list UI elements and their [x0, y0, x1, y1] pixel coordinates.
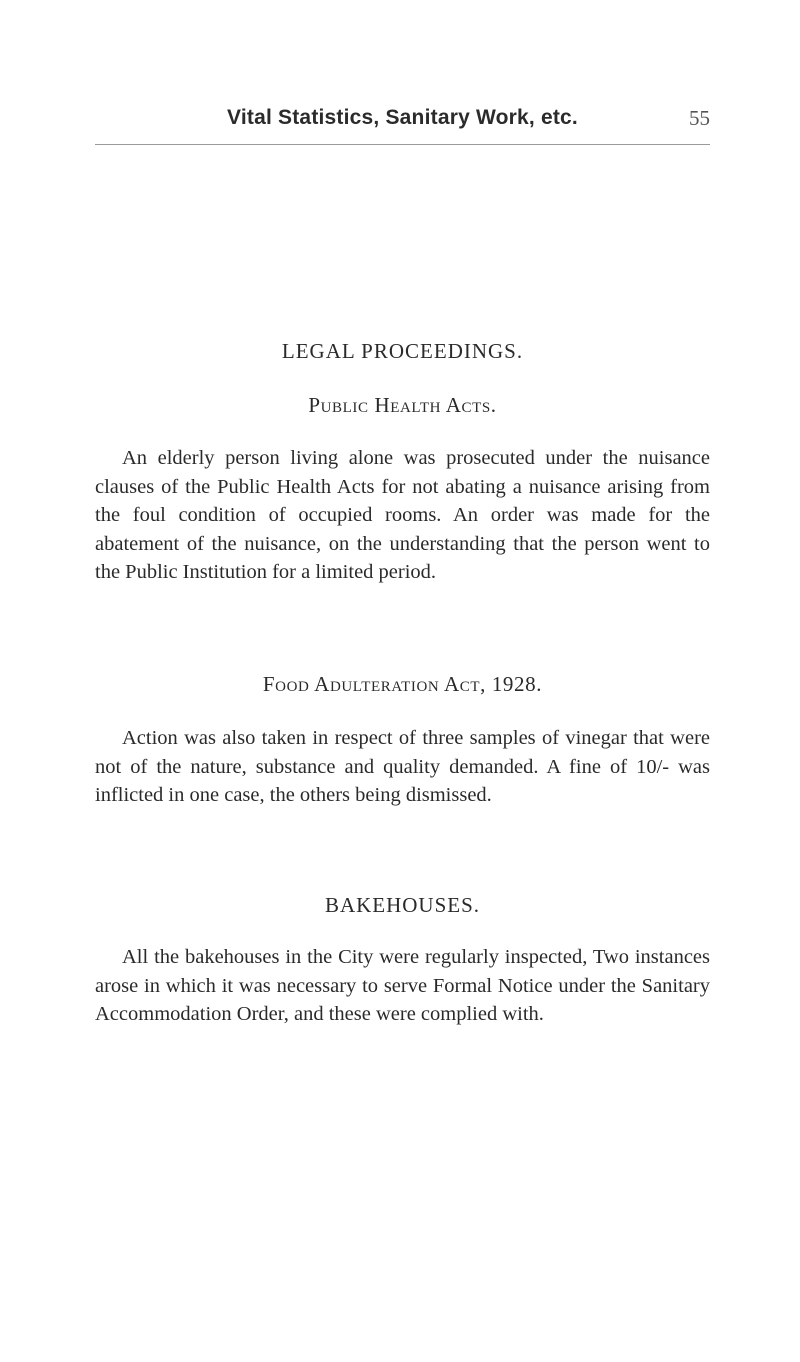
section-heading-legal-proceedings: LEGAL PROCEEDINGS. [281, 339, 524, 363]
paragraph-food-adulteration [95, 724, 710, 810]
subheading-public-health-acts: Public Health Acts. [308, 393, 497, 417]
running-title: Vital Statistics, Sanitary Work, etc. [227, 106, 578, 129]
running-header [95, 106, 710, 140]
paragraph-public-health-text: An elderly person living alone was prosecuted under the nuisance clauses of the Public Health Acts for not abating a nuisance arising from the foul condition of occupied rooms. An order was made for the abatement of the nuisance, on the understanding that the person went to the Public Institution for a limited period. [95, 447, 710, 583]
paragraph-food-adulteration-text: Action was also taken in respect of three samples of vinegar that were not of the nature, substance and quality demanded. A fine of 10/- was inflicted in one case, the others being dismissed. [95, 727, 710, 806]
paragraph-bakehouses-text: All the bakehouses in the City were regularly inspected, Two instances arose in which it was necessary to serve Formal Notice under the Sanitary Accommodation Order, and these were complied with. [95, 946, 710, 1025]
paragraph-bakehouses [95, 943, 710, 1029]
subheading-food-adulteration-act: Food Adulteration Act, 1928. [262, 672, 543, 696]
section-heading-bakehouses: BAKEHOUSES. [324, 893, 481, 917]
page-number: 55 [689, 106, 710, 130]
paragraph-public-health [95, 444, 710, 587]
header-rule [95, 144, 710, 145]
